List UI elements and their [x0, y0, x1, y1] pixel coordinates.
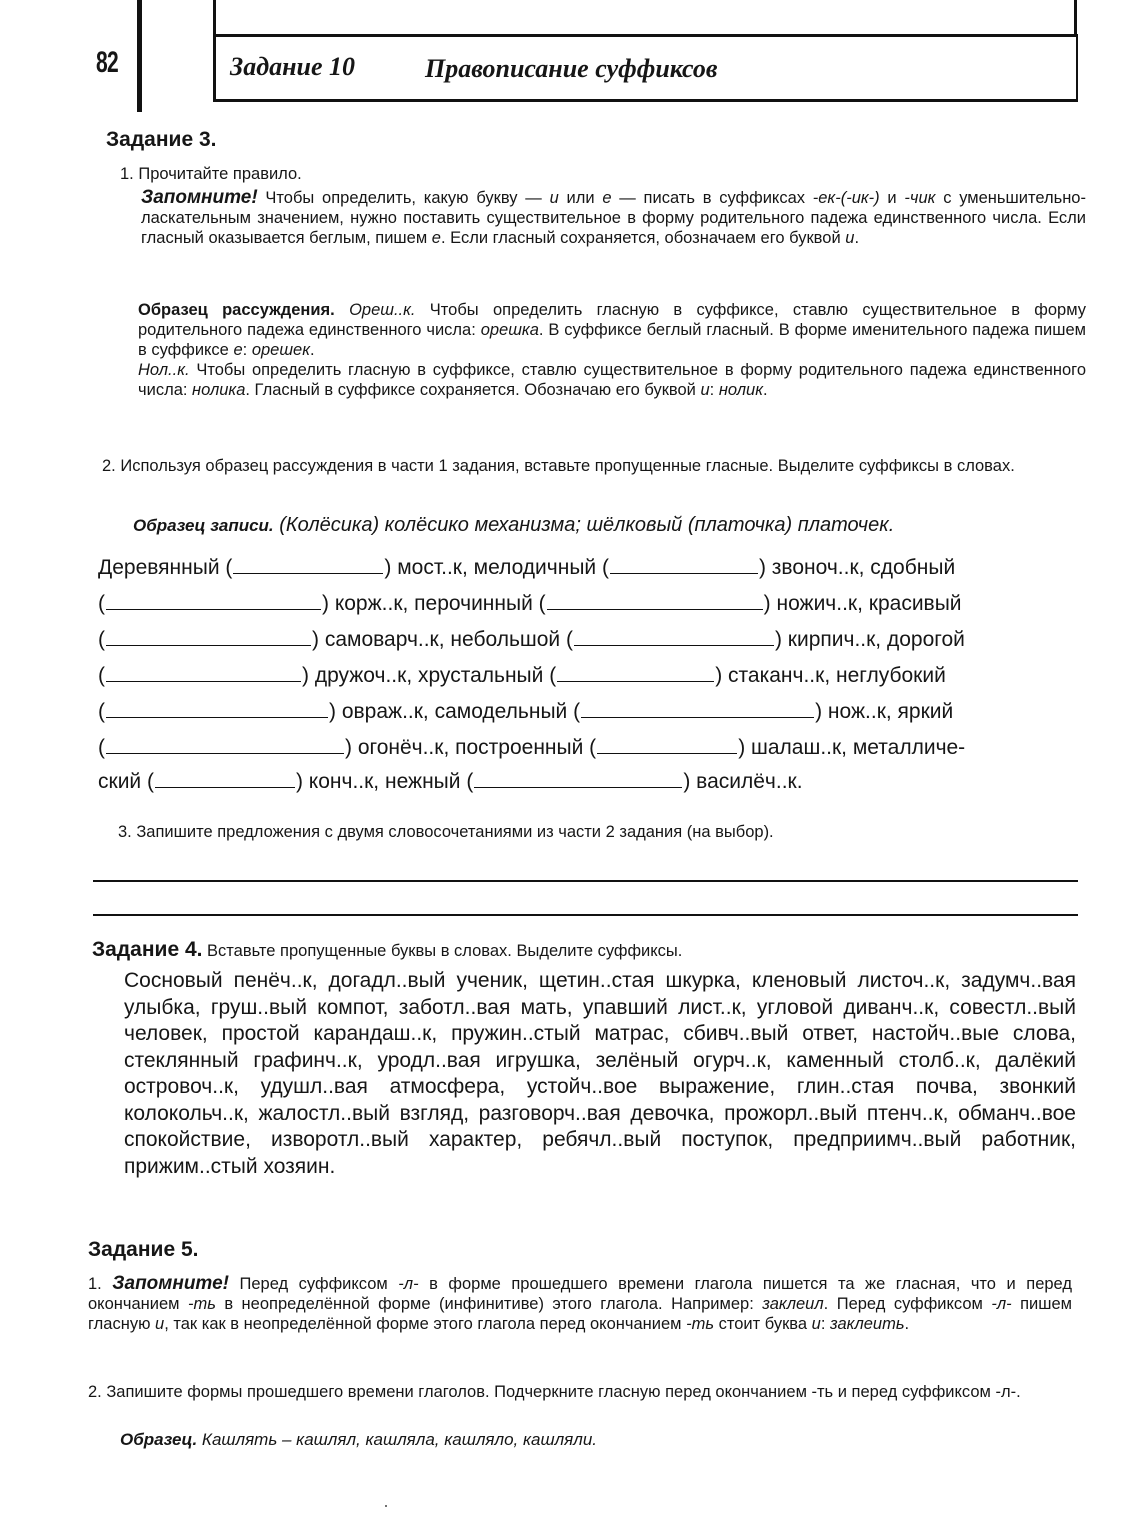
answer-blank[interactable] [106, 664, 301, 682]
header-vertical-bar [137, 0, 142, 112]
task3-sample: Образец записи. (Колёсика) колёсико механизма; шёлковый (платочка) платочек. [133, 514, 895, 536]
task3-item1: 1. Прочитайте правило. [120, 165, 302, 183]
task3-item3: 3. Запишите предложения с двумя словосочетаниями из части 2 задания (на выбор). [118, 823, 774, 841]
answer-blank[interactable] [597, 736, 737, 754]
header-frame-right [1074, 0, 1077, 36]
header-frame-left [213, 0, 216, 36]
scan-speck [385, 1505, 387, 1507]
answer-blank[interactable] [581, 700, 814, 718]
task4-header: Задание 4. Вставьте пропущенные буквы в словах. Выделите суффиксы. [92, 938, 683, 961]
answer-blank[interactable] [474, 770, 682, 788]
answer-blank[interactable] [106, 736, 344, 754]
answer-blank[interactable] [574, 628, 774, 646]
answer-blank[interactable] [106, 628, 311, 646]
answer-blank[interactable] [155, 770, 295, 788]
writing-line[interactable] [93, 880, 1078, 882]
answer-blank[interactable] [610, 556, 758, 574]
page-number: 82 [96, 46, 118, 79]
answer-blank[interactable] [547, 592, 763, 610]
writing-line[interactable] [93, 914, 1078, 916]
task3-title: Задание 3. [106, 128, 217, 151]
header-title: Правописание суффиксов [425, 54, 718, 83]
task3-reasoning: Образец рассуждения. Ореш..к. Чтобы определить гласную в суффиксе, ставлю существительное в форму родительного падежа единственного числа: орешка. В суффиксе беглый гласный. В форме именительного падежа пишем в суффиксе е: орешек. Нол..к. Чтобы определить гласную в суффиксе, ставлю существительное в форму родительного падежа единственного числа: нолика. Гласный в суффиксе сохраняется. Обозначаю его буквой и: нолик. [138, 301, 1086, 399]
exercise-line-1: Деревянный ( ) мост..к, мелодичный ( ) звоноч..к, сдобный [98, 556, 956, 579]
task3-rule: Запомните! Чтобы определить, какую букву — и или е — писать в суффиксах -ек-(-ик-) и -чик с уменьшительно-ласкательным значением, нужно поставить существительное в форму родительного падежа единственного числа. Если гласный оказывается беглым, пишем е. Если гласный сохраняется, обозначаем его буквой и. [141, 187, 1086, 247]
exercise-line-2: ( ) корж..к, перочинный ( ) ножич..к, красивый [98, 592, 962, 615]
header-task-label: Задание 10 [230, 52, 356, 81]
task5-title: Задание 5. [88, 1238, 199, 1261]
answer-blank[interactable] [106, 592, 321, 610]
exercise-line-7: ский ( ) конч..к, нежный ( ) василёч..к. [98, 770, 803, 793]
answer-blank[interactable] [106, 700, 328, 718]
task3-item2: 2. Используя образец рассуждения в части 1 задания, вставьте пропущенные гласные. Выделите суффиксы в словах. [102, 457, 1015, 475]
task5-item2: 2. Запишите формы прошедшего времени глаголов. Подчеркните гласную перед окончанием -ть и перед суффиксом -л-. [88, 1383, 1021, 1401]
exercise-line-6: ( ) огонёч..к, построенный ( ) шалаш..к, металличе- [98, 736, 966, 759]
exercise-line-5: ( ) овраж..к, самодельный ( ) нож..к, яркий [98, 700, 954, 723]
answer-blank[interactable] [557, 664, 714, 682]
answer-blank[interactable] [233, 556, 383, 574]
task4-text: Сосновый пенёч..к, догадл..вый ученик, щетин..стая шкурка, кленовый листоч..к, задумч..вая улыбка, груш..вый компот, заботл..вая мать, упавший лист..к, угловой диванч..к, совестл..вый человек, простой карандаш..к, пружин..стый матрас, сбивч..вый ответ, настойч..вые слова, стеклянный графинч..к, уродл..вая игрушка, зелёный огурч..к, каменный столб..к, далёкий островоч..к, удушл..вая атмосфера, устойч..вое выражение, глин..стая почва, звонкий колокольч..к, жалостл..вый взгляд, разговорч..вая девочка, прожорл..вый птенч..к, обманч..вое спокойствие, изворотл..вый характер, ребячл..вый поступок, предприимч..вый работник, прижим..стый хозяин. [124, 969, 1076, 1178]
exercise-line-3: ( ) самоварч..к, небольшой ( ) кирпич..к, дорогой [98, 628, 965, 651]
task5-sample: Образец. Кашлять – кашлял, кашляла, кашляло, кашляли. [120, 1430, 598, 1449]
exercise-line-4: ( ) дружоч..к, хрустальный ( ) стаканч..к, неглубокий [98, 664, 946, 687]
task5-rule: 1. Запомните! Перед суффиксом -л- в форме прошедшего времени глагола пишется та же гласная, что и перед окончанием -ть в неопределённой форме (инфинитиве) этого глагола. Например: заклеил. Перед суффиксом -л- пишем гласную и, так как в неопределённой форме этого глагола перед окончанием -ть стоит буква и: заклеить. [88, 1273, 1072, 1333]
